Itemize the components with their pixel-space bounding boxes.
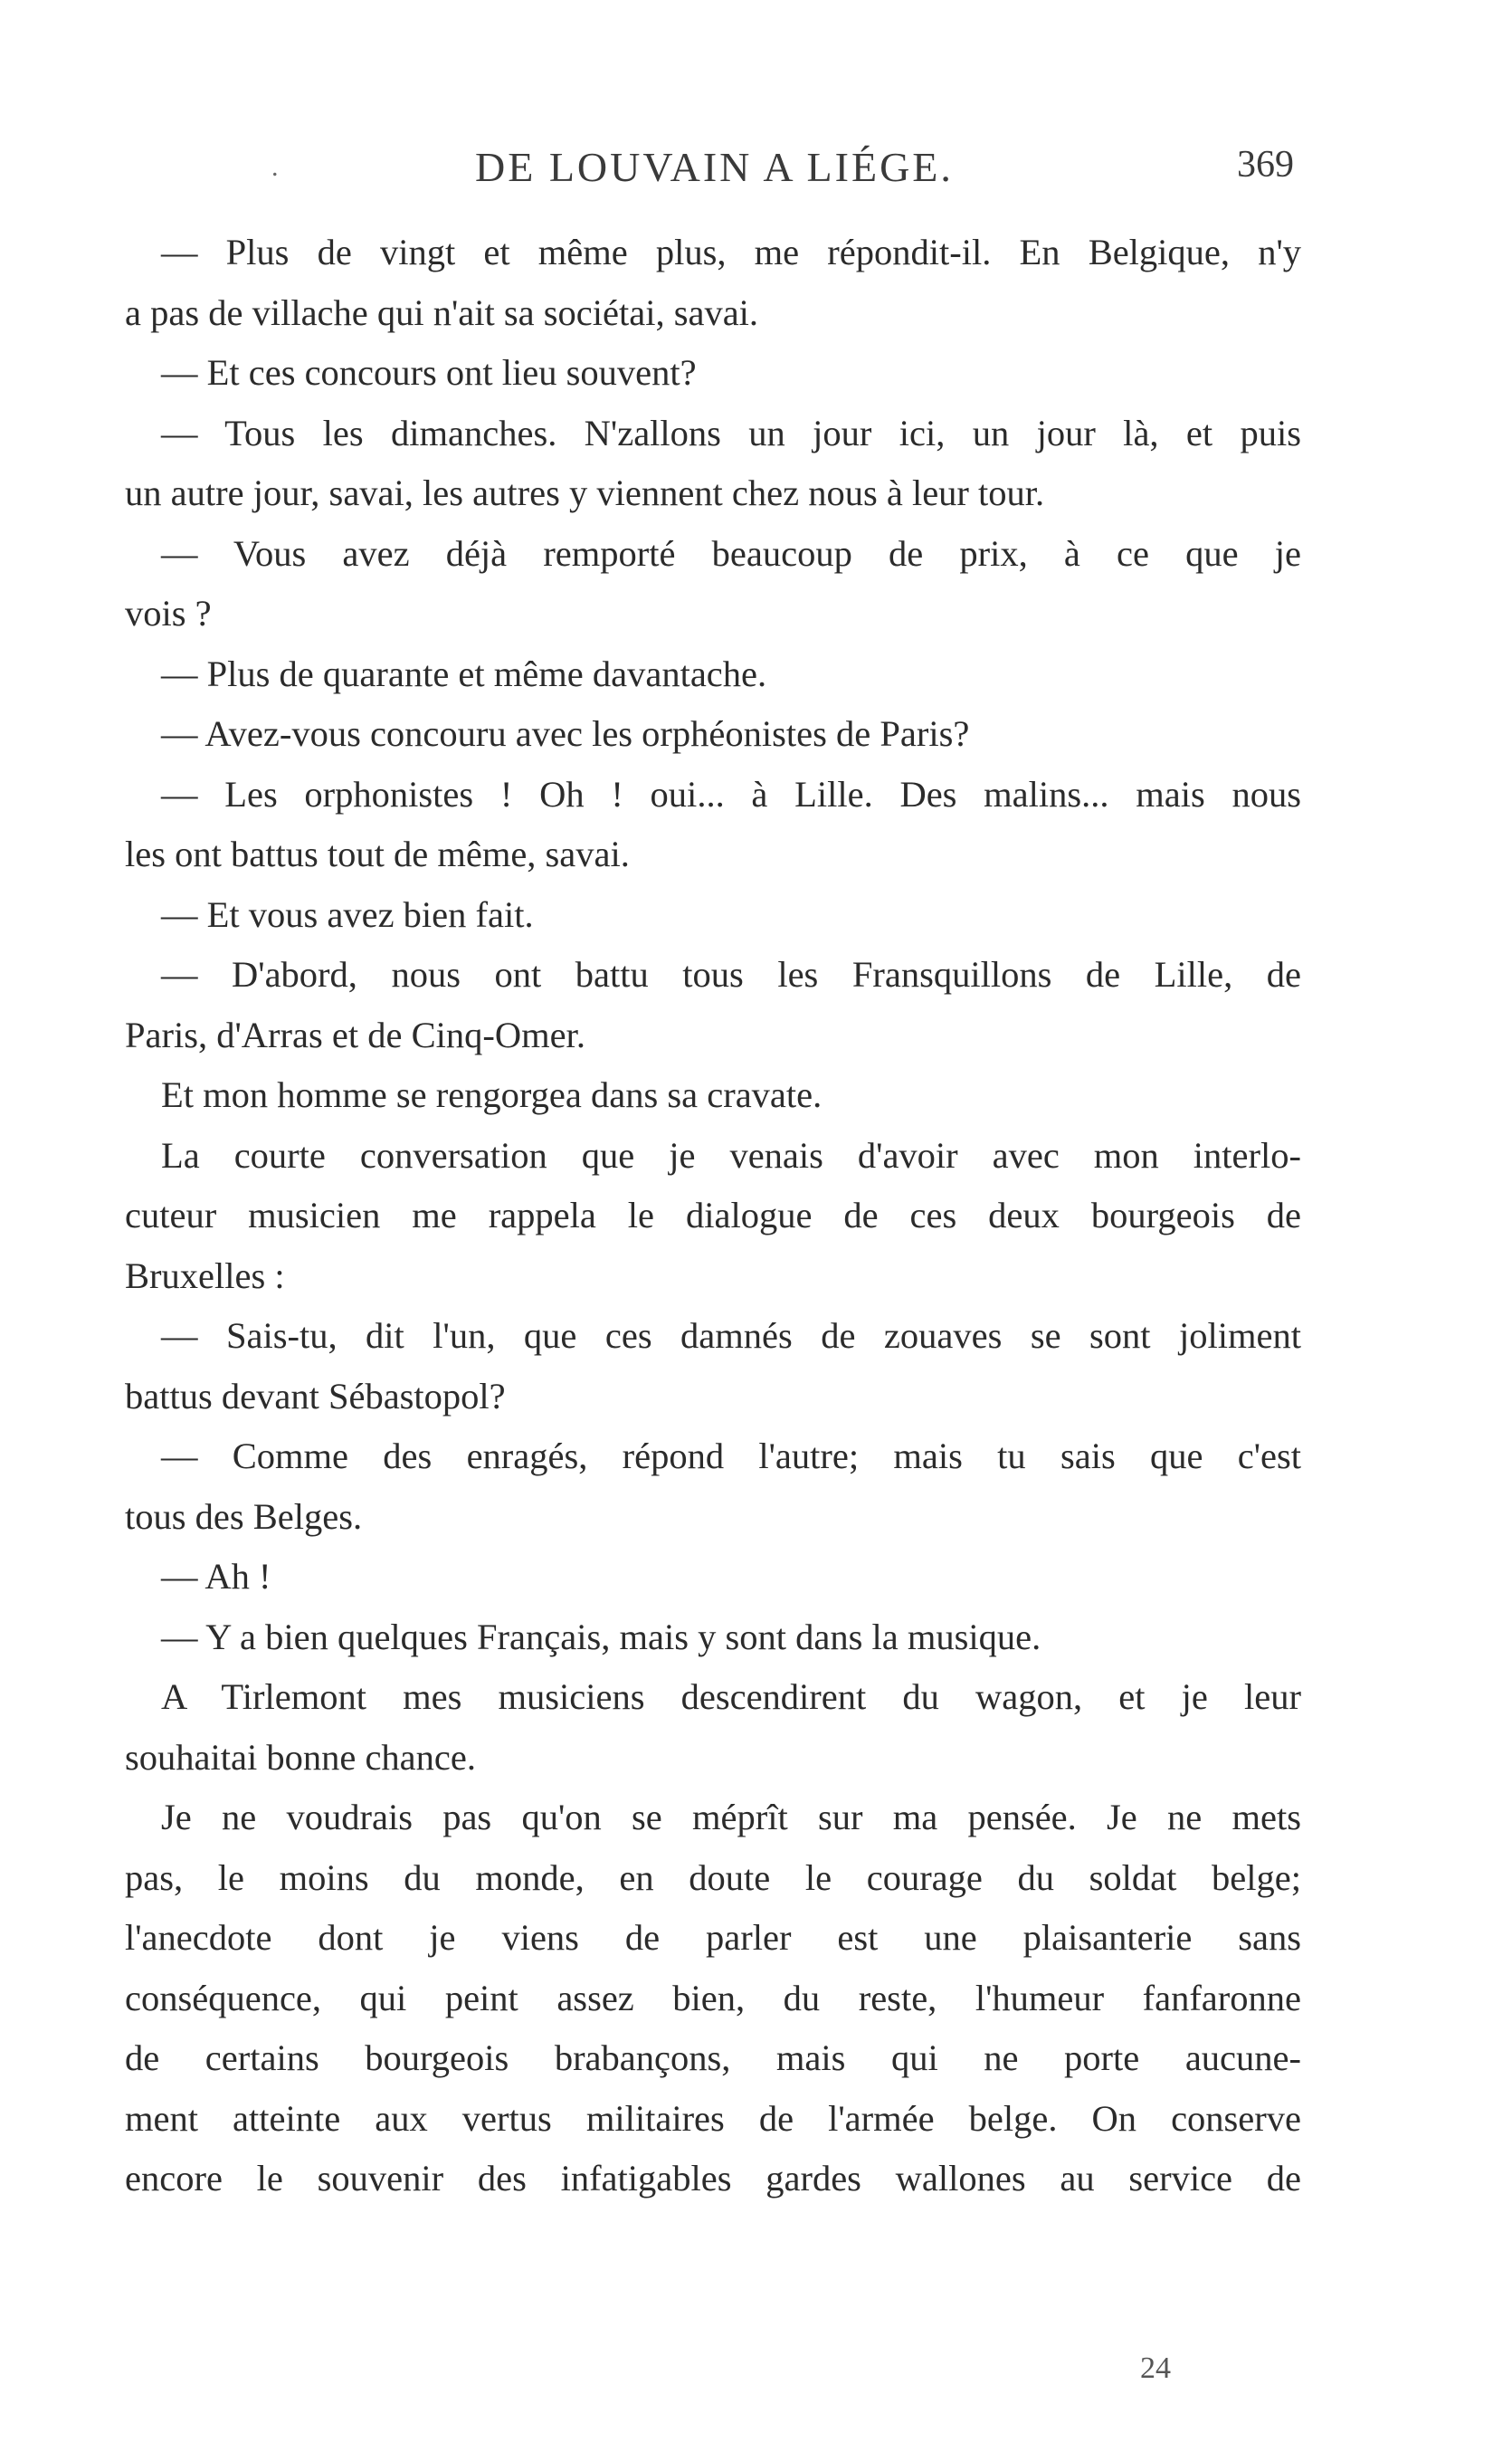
text-line: Bruxelles : [125,1254,285,1296]
text-line: — Sais-tu, dit l'un, que ces damnés de zouaves se sont joliment [161,1315,1301,1356]
text-line: Je ne voudrais pas qu'on se méprît sur ma pensée. Je ne mets [161,1797,1301,1837]
running-title: DE LOUVAIN A LIÉGE. [475,144,954,190]
text-line: — Ah ! [161,1556,271,1597]
text-line: l'anecdote dont je viens de parler est une plaisanterie sans [125,1917,1301,1958]
text-line: ment atteinte aux vertus militaires de l'armée belge. On conserve [125,2097,1301,2139]
text-line: — Et ces concours ont lieu souvent? [161,352,697,393]
text-line: encore le souvenir des infatigables gardes wallones au service de [125,2158,1301,2199]
text-line: vois ? [125,593,212,634]
text-line: — Avez-vous concouru avec les orphéonistes de Paris? [161,713,970,754]
text-line: Et mon homme se rengorgea dans sa cravate. [161,1074,823,1115]
text-line: — D'abord, nous ont battu tous les Fransquillons de Lille, de [161,954,1301,995]
text-line: — Comme des enragés, répond l'autre; mais tu sais que c'est [161,1436,1301,1476]
text-line: — Les orphonistes ! Oh ! oui... à Lille. Des malins... mais nous [161,773,1301,815]
running-header [271,143,1294,206]
text-line: un autre jour, savai, les autres y viennent chez nous à leur tour. [125,472,1045,513]
text-line: de certains bourgeois brabançons, mais qui ne porte aucune- [125,2037,1301,2078]
text-line: tous des Belges. [125,1495,363,1537]
text-line: — Y a bien quelques Français, mais y sont dans la musique. [161,1616,1041,1657]
text-line: La courte conversation que je venais d'avoir avec mon interlo- [161,1134,1301,1176]
body-text [125,223,1301,2209]
text-line: — Vous avez déjà remporté beaucoup de prix, à ce que je [161,532,1301,574]
header-dot: . [271,152,279,182]
text-line: a pas de villache qui n'ait sa sociétai, savai. [125,291,759,333]
text-line: cuteur musicien me rappela le dialogue de ces deux bourgeois de [125,1195,1301,1235]
text-line: pas, le moins du monde, en doute le courage du soldat belge; [125,1856,1301,1898]
signature-mark: 24 [1140,2351,1171,2385]
text-line: A Tirlemont mes musiciens descendirent du wagon, et je leur [161,1676,1301,1717]
page-number: 369 [1237,144,1294,186]
text-line: — Plus de quarante et même davantache. [161,653,767,694]
text-line: souhaitai bonne chance. [125,1736,476,1778]
text-line: — Et vous avez bien fait. [161,893,534,935]
text-line: les ont battus tout de même, savai. [125,834,630,874]
text-line: battus devant Sébastopol? [125,1375,506,1417]
text-line: conséquence, qui peint assez bien, du reste, l'humeur fanfaronne [125,1977,1301,2018]
text-line: — Tous les dimanches. N'zallons un jour ici, un jour là, et puis [161,412,1301,453]
text-line: — Plus de vingt et même plus, me répondit-il. En Belgique, n'y [161,232,1301,272]
text-line: Paris, d'Arras et de Cinq-Omer. [125,1014,585,1055]
